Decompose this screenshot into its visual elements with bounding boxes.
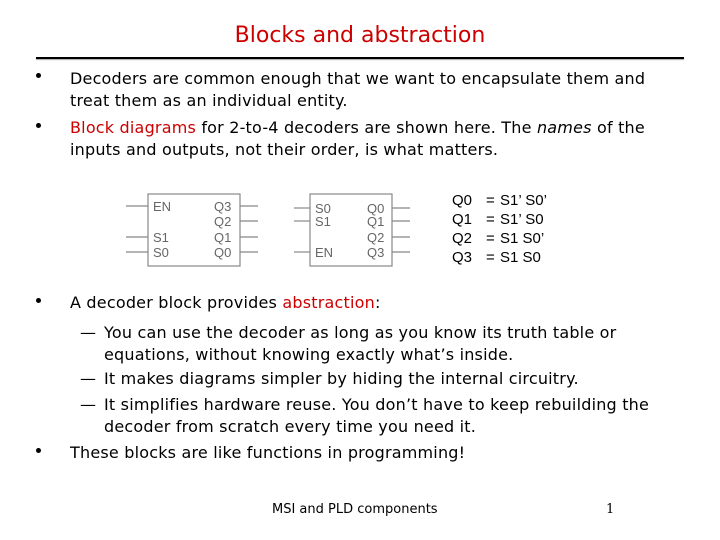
decoder-equations — [452, 191, 547, 267]
decoder-b-pin-q0: Q0 — [367, 201, 385, 216]
bullet-dot — [36, 73, 41, 78]
bullet-3-text-a: A decoder block provides — [70, 293, 283, 312]
slide-footer: MSI and PLD components — [272, 502, 438, 517]
equation-row — [452, 191, 547, 210]
sub-bullet-text — [104, 394, 694, 438]
bullet-text — [70, 117, 692, 161]
equation-row — [452, 229, 547, 248]
slide-title: Blocks and abstraction — [234, 23, 486, 48]
title-underline — [36, 57, 684, 59]
equation-output: Q0 — [452, 192, 473, 209]
decoder-b-pin-q3: Q3 — [367, 245, 385, 260]
equation-expression: S1’ S0 — [500, 211, 544, 228]
decoder-a-pin-q3: Q3 — [214, 199, 232, 214]
sub-bullet-dash: — — [80, 395, 96, 414]
bullet-2-text-a: for 2-to-4 decoders are shown here. The — [196, 118, 537, 137]
names-term: names — [536, 118, 592, 137]
block-diagrams-term: Block diagrams — [70, 118, 197, 137]
equation-expression: S1 S0 — [500, 249, 541, 266]
decoder-b-pin-s0: S0 — [315, 201, 331, 216]
equation-output: Q2 — [452, 230, 473, 247]
equals-sign: = — [486, 211, 495, 228]
bullet-3-colon: : — [374, 293, 381, 312]
sub-bullet-2: It makes diagrams simpler by hiding the internal circuitry. — [104, 369, 579, 388]
decoder-a-pin-s1: S1 — [153, 230, 169, 245]
bullet-text — [70, 442, 680, 464]
sub-bullet-dash: — — [80, 369, 96, 388]
decoder-b-pin-en: EN — [315, 245, 334, 260]
bullet-4-text: These blocks are like functions in programming! — [70, 443, 466, 462]
equation-expression: S1’ S0’ — [500, 192, 547, 209]
decoder-b-pin-q2: Q2 — [367, 230, 385, 245]
sub-bullet-dash: — — [80, 323, 96, 342]
decoder-a-pin-s0: S0 — [153, 245, 169, 260]
sub-bullet-3: It simplifies hardware reuse. You don’t have to keep rebuilding the decoder from scratch every time you need it. — [104, 395, 650, 436]
bullet-text — [70, 292, 690, 314]
bullet-dot — [36, 123, 41, 128]
decoder-a-pin-q2: Q2 — [214, 214, 232, 229]
bullet-1-text: Decoders are common enough that we want to encapsulate them and treat them as an individual entity. — [70, 69, 646, 110]
bullet-2-text-b: of the inputs and outputs, not their order, is what matters. — [70, 118, 645, 159]
bullet-dot — [36, 298, 41, 303]
equals-sign: = — [486, 249, 495, 266]
decoder-a-pin-en: EN — [153, 199, 172, 214]
equals-sign: = — [486, 192, 495, 209]
bullet-dot — [36, 448, 41, 453]
equation-output: Q1 — [452, 211, 473, 228]
equation-row — [452, 210, 547, 229]
equation-output: Q3 — [452, 249, 473, 266]
page-number: 1 — [606, 502, 615, 517]
equation-expression: S1 S0’ — [500, 230, 545, 247]
equation-row — [452, 248, 547, 267]
bullet-text — [70, 68, 680, 112]
sub-bullet-1: You can use the decoder as long as you know its truth table or equations, without knowing exactly what’s inside. — [104, 323, 617, 364]
decoder-block-a — [122, 188, 262, 270]
equals-sign: = — [486, 230, 495, 247]
decoder-a-pin-q0: Q0 — [214, 245, 232, 260]
decoder-b-pin-q1: Q1 — [367, 214, 385, 229]
decoder-block-b — [290, 188, 414, 270]
decoder-a-pin-q1: Q1 — [214, 230, 232, 245]
sub-bullet-text — [104, 368, 674, 390]
abstraction-term: abstraction — [282, 293, 375, 312]
decoder-b-pin-s1: S1 — [315, 214, 331, 229]
sub-bullet-text — [104, 322, 664, 366]
